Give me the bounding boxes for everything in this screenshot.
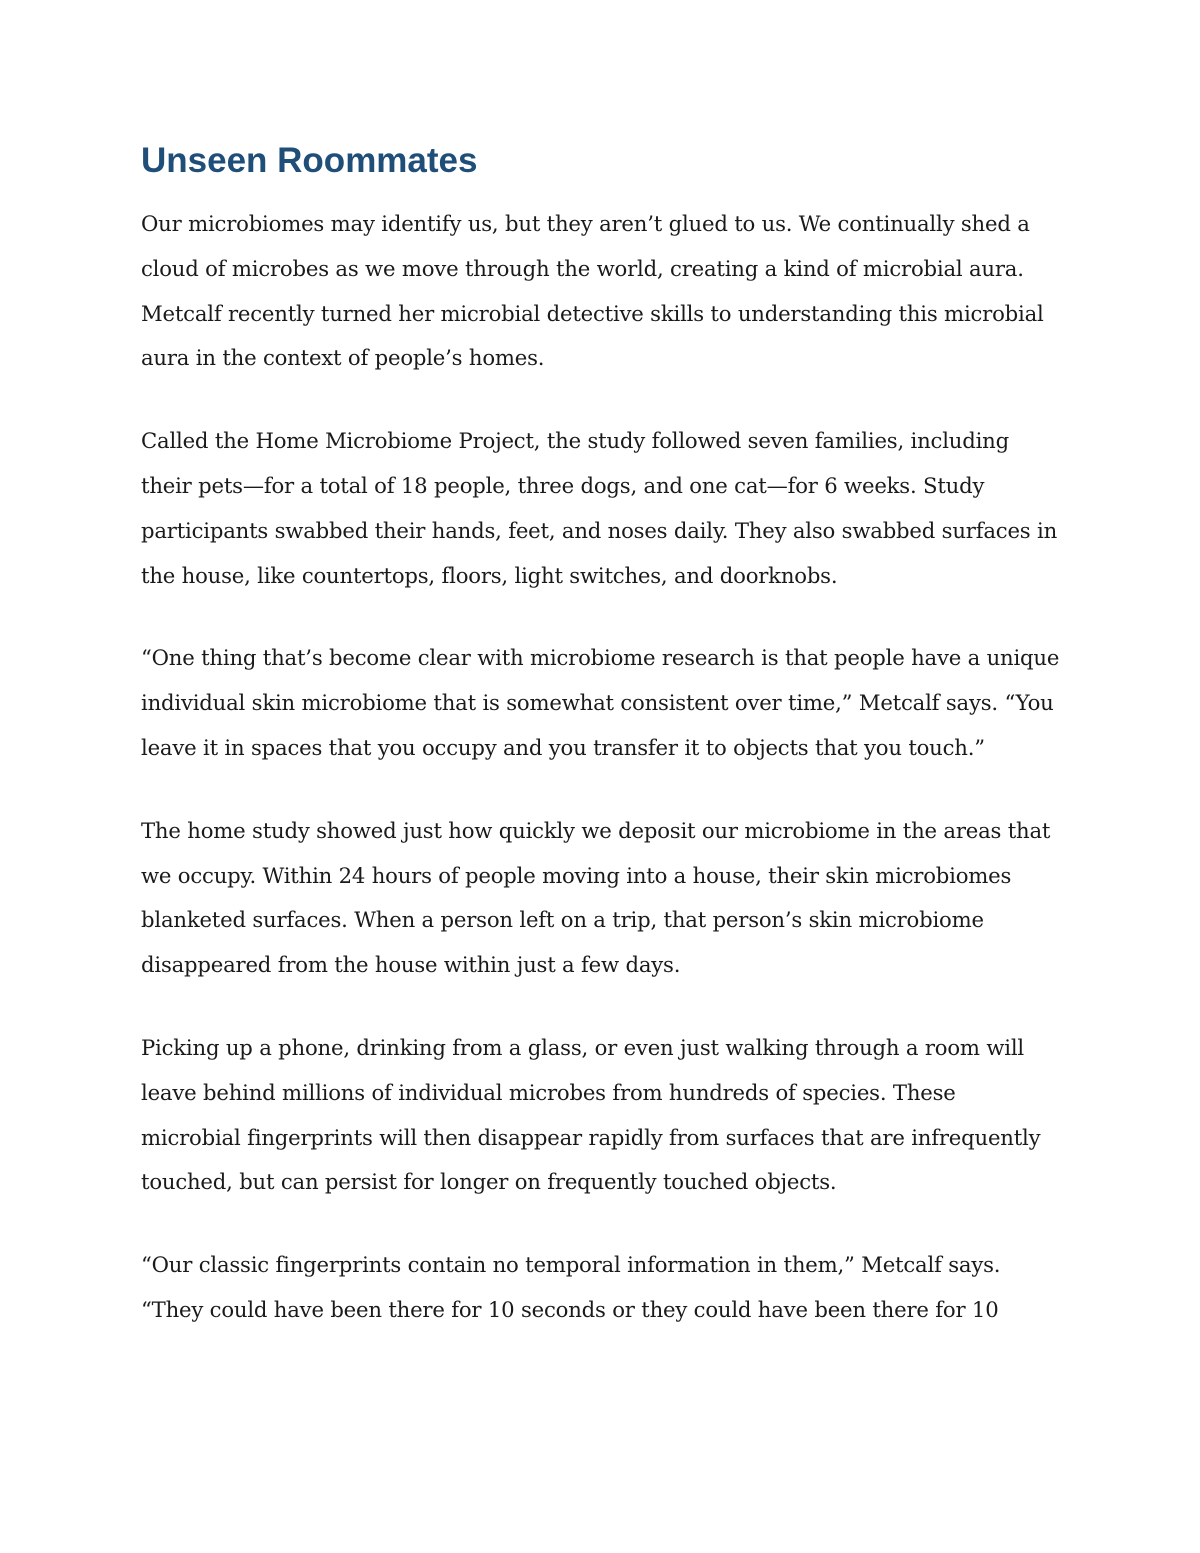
paragraph-home-study-results: The home study showed just how quickly we deposit our microbiome in the areas that we occupy. Within 24 hours of people moving into a house, their skin microbiomes blanketed surfaces. When a person left on a trip, that person’s skin microbiome disappeared from the house within just a few days. — [141, 817, 1051, 978]
paragraph-microbial-fingerprints: Picking up a phone, drinking from a glass, or even just walking through a room will leave behind millions of individual microbes from hundreds of species. These microbial fingerprints will then disappear rapidly from surfaces that are infrequently touched, but can persist for longer on frequently touched objects. — [141, 1034, 1041, 1195]
paragraph-metcalf-quote: “One thing that’s become clear with microbiome research is that people have a unique individual skin microbiome that is somewhat consistent over time,” Metcalf says. “You leave it in spaces that you occupy and you transfer it to objects that you touch.” — [141, 645, 1060, 760]
article-title: Unseen Roommates — [141, 141, 478, 180]
paragraph-home-microbiome-project: Called the Home Microbiome Project, the study followed seven families, including their pets—for a total of 18 people, three dogs, and one cat—for 6 weeks. Study participants swabbed their hands, feet, and noses daily. They also swabbed surfaces in the house, like countertops, floors, light switches, and doorknobs. — [141, 428, 1058, 588]
paragraph-temporal-information: “Our classic fingerprints contain no temporal information in them,” Metcalf says. “They could have been there for 10 seconds or they could have been there for 10 — [141, 1252, 1001, 1322]
paragraph-intro: Our microbiomes may identify us, but they aren’t glued to us. We continually shed a cloud of microbes as we move through the world, creating a kind of microbial aura. Metcalf recently turned her microbial detective skills to understanding this microbial aura in the context of people’s homes. — [141, 211, 1044, 371]
document-body — [141, 138, 1061, 1371]
